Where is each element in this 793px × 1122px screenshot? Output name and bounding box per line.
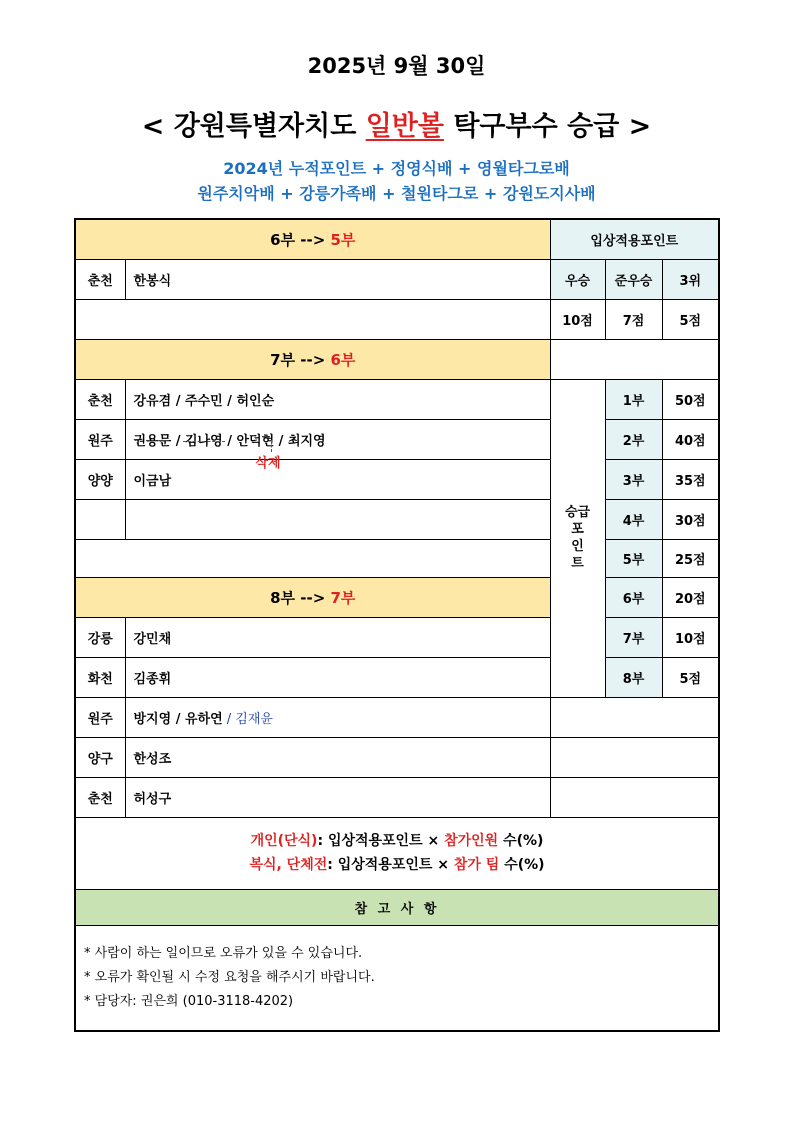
names-part: 방지영 / 유하연 — [133, 711, 223, 727]
title-prefix: < 강원특별자치도 — [141, 111, 366, 142]
notes-row — [75, 925, 719, 1031]
table-row — [75, 259, 719, 299]
notes-header-row — [75, 889, 719, 925]
formula-text: 수(%) — [498, 833, 544, 849]
promo-points: 35점 — [662, 459, 719, 499]
promo-points: 10점 — [662, 617, 719, 657]
group-to: 7부 — [325, 588, 356, 607]
group-to: 6부 — [325, 350, 356, 369]
promo-points: 30점 — [662, 499, 719, 539]
promotion-points-label — [550, 379, 605, 697]
placement-second: 준우승 — [605, 259, 662, 299]
region-cell: 강릉 — [75, 617, 125, 657]
empty-cell — [75, 299, 550, 339]
formula-line-2 — [80, 853, 714, 877]
empty-cell — [550, 697, 719, 737]
names-cell: 허성구 — [125, 777, 550, 817]
group-from: 7부 --> — [270, 350, 326, 369]
placement-third: 3위 — [662, 259, 719, 299]
notes-heading: 참 고 사 항 — [75, 889, 719, 925]
names-cell: 강민채 — [125, 617, 550, 657]
note-item: * 오류가 확인될 시 수정 요청을 해주시기 바랍니다. — [84, 969, 375, 985]
promo-division: 1부 — [605, 379, 662, 419]
table-row — [75, 419, 719, 459]
promo-points: 25점 — [662, 539, 719, 577]
promo-division: 5부 — [605, 539, 662, 577]
promo-label-2: 포 — [571, 522, 584, 537]
formula-text: : 입상적용포인트 × — [327, 857, 454, 873]
points-header: 입상적용포인트 — [550, 219, 719, 259]
names-cell: 한봉식 — [125, 259, 550, 299]
group-8-header — [75, 577, 550, 617]
promo-division: 6부 — [605, 577, 662, 617]
region-cell: 춘천 — [75, 777, 125, 817]
table-row — [75, 697, 719, 737]
empty-cell — [550, 339, 719, 379]
table-row — [75, 617, 719, 657]
region-cell: 춘천 — [75, 379, 125, 419]
notes-cell — [75, 925, 719, 1031]
group-header-row — [75, 577, 719, 617]
names-cell: 한성조 — [125, 737, 550, 777]
formula-term: 개인(단식) — [250, 833, 318, 849]
formula-term: 복식, 단체전 — [249, 857, 328, 873]
placement-second-points: 7점 — [605, 299, 662, 339]
empty-cell — [75, 539, 550, 577]
placement-third-points: 5점 — [662, 299, 719, 339]
group-from: 6부 --> — [270, 230, 326, 249]
formula-text: 수(%) — [499, 857, 545, 873]
group-header-row — [75, 339, 719, 379]
group-6-header — [75, 219, 550, 259]
group-7-header — [75, 339, 550, 379]
table-row — [75, 737, 719, 777]
promo-division: 4부 — [605, 499, 662, 539]
region-cell: 춘천 — [75, 259, 125, 299]
names-part: / 안덕현 / 최지영 — [222, 433, 326, 449]
document-date: 2025년 9월 30일 — [307, 54, 486, 78]
group-header-row — [75, 219, 719, 259]
names-cell: 김종휘 — [125, 657, 550, 697]
deleted-note: 삭제 — [255, 455, 281, 471]
group-from: 8부 --> — [270, 588, 326, 607]
formula-text: : 입상적용포인트 × — [317, 833, 445, 849]
names-part: 권용문 / — [133, 433, 185, 449]
table-row — [75, 379, 719, 419]
title-suffix: 탁구부수 승급 > — [443, 111, 652, 142]
names-cell: 이금남 — [125, 459, 550, 499]
note-item: * 담당자: 권은희 (010-3118-4202) — [84, 993, 294, 1009]
formula-line-1 — [80, 829, 714, 853]
formula-row — [75, 817, 719, 889]
deleted-marker-line — [271, 440, 272, 452]
table-row — [75, 777, 719, 817]
promo-division: 3부 — [605, 459, 662, 499]
names-cell: 강유겸 / 주수민 / 허인순 — [125, 379, 550, 419]
promo-label-4: 트 — [571, 556, 584, 571]
region-cell: 양구 — [75, 737, 125, 777]
title-highlight: 일반볼 — [365, 111, 444, 142]
note-item: * 사람이 하는 일이므로 오류가 있을 수 있습니다. — [84, 945, 363, 961]
promo-label-1: 승급 — [564, 505, 591, 520]
region-cell: 원주 — [75, 697, 125, 737]
region-cell: 양양 — [75, 459, 125, 499]
added-name: / 김재윤 — [222, 711, 273, 727]
group-to: 5부 — [325, 230, 356, 249]
table-row — [75, 539, 719, 577]
struck-name: 김나영 — [184, 433, 223, 449]
formula-cell — [75, 817, 719, 889]
promo-division: 7부 — [605, 617, 662, 657]
subtitle-line-1: 2024년 누적포인트 + 정영식배 + 영월타그로배 — [223, 159, 570, 178]
promo-division: 2부 — [605, 419, 662, 459]
promo-label-3: 인 — [571, 539, 584, 554]
empty-cell — [125, 499, 550, 539]
promo-points: 5점 — [662, 657, 719, 697]
placement-first: 우승 — [550, 259, 605, 299]
formula-term: 참가 팀 — [453, 857, 500, 873]
table-row — [75, 657, 719, 697]
subtitle-line-2: 원주치악배 + 강릉가족배 + 철원타그로 + 강원도지사배 — [197, 184, 596, 203]
table-row — [75, 299, 719, 339]
promo-division: 8부 — [605, 657, 662, 697]
names-cell — [125, 697, 550, 737]
names-cell — [125, 419, 550, 471]
document-title — [0, 104, 793, 143]
region-cell: 화천 — [75, 657, 125, 697]
promo-points: 20점 — [662, 577, 719, 617]
region-cell: 원주 — [75, 419, 125, 459]
placement-first-points: 10점 — [550, 299, 605, 339]
empty-cell — [75, 499, 125, 539]
promo-points: 40점 — [662, 419, 719, 459]
promo-points: 50점 — [662, 379, 719, 419]
empty-cell — [550, 777, 719, 817]
formula-term: 참가인원 — [444, 833, 499, 849]
promotion-table — [74, 218, 720, 1032]
table-row — [75, 459, 719, 499]
empty-cell — [550, 737, 719, 777]
table-row — [75, 499, 719, 539]
